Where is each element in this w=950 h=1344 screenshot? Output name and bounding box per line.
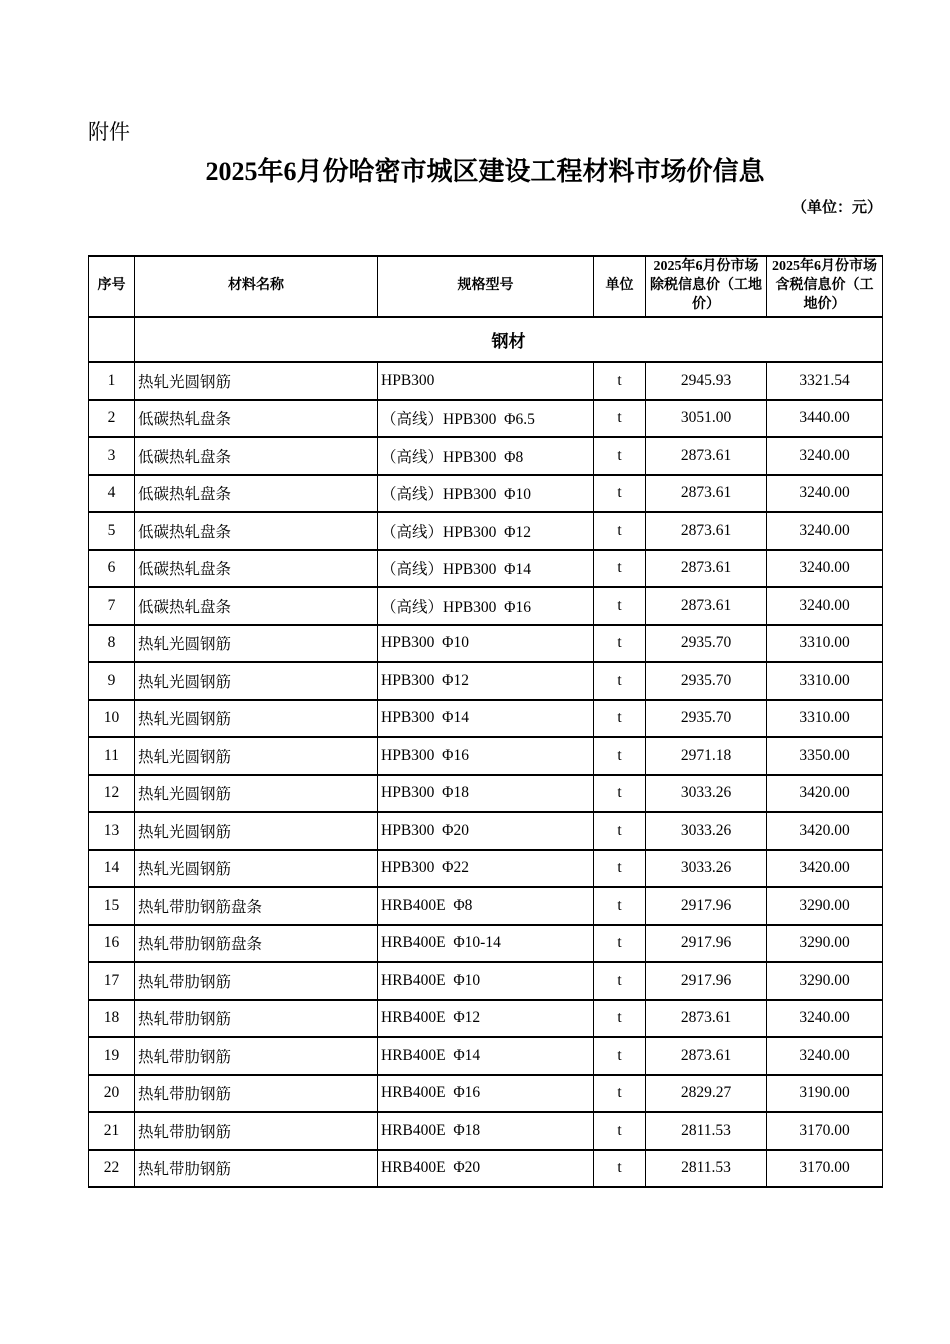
table-row: [89, 925, 883, 963]
cell-seq: 21: [89, 1112, 135, 1150]
cell-spec: HPB300 Φ22: [378, 850, 594, 888]
cell-material-name: 热轧带肋钢筋: [135, 1000, 378, 1038]
table-row: [89, 887, 883, 925]
col-header-material-name: 材料名称: [135, 256, 378, 317]
cell-price-ex-tax: 2829.27: [646, 1075, 767, 1113]
cell-price-ex-tax: 2873.61: [646, 1037, 767, 1075]
table-body: [89, 317, 883, 1187]
table-row: [89, 700, 883, 738]
section-row: [89, 317, 883, 362]
cell-price-inc-tax: 3290.00: [767, 962, 883, 1000]
cell-material-name: 低碳热轧盘条: [135, 400, 378, 438]
cell-spec: HRB400E Φ14: [378, 1037, 594, 1075]
cell-price-ex-tax: 3033.26: [646, 850, 767, 888]
cell-material-name: 热轧带肋钢筋: [135, 1075, 378, 1113]
cell-seq: 2: [89, 400, 135, 438]
cell-spec: HPB300 Φ10: [378, 625, 594, 663]
cell-price-ex-tax: 2917.96: [646, 925, 767, 963]
cell-seq: 9: [89, 662, 135, 700]
cell-unit: t: [594, 437, 646, 475]
cell-price-inc-tax: 3240.00: [767, 1000, 883, 1038]
cell-price-inc-tax: 3310.00: [767, 700, 883, 738]
table-row: [89, 550, 883, 588]
cell-material-name: 低碳热轧盘条: [135, 475, 378, 513]
cell-seq: 15: [89, 887, 135, 925]
table-row: [89, 512, 883, 550]
cell-material-name: 热轧带肋钢筋: [135, 1150, 378, 1188]
col-header-price-inc-tax: 2025年6月份市场含税信息价（工地价）: [767, 256, 883, 317]
page-title: 2025年6月份哈密市城区建设工程材料市场价信息: [205, 157, 765, 186]
cell-price-inc-tax: 3420.00: [767, 812, 883, 850]
cell-price-ex-tax: 3051.00: [646, 400, 767, 438]
cell-price-ex-tax: 2873.61: [646, 587, 767, 625]
cell-seq: 8: [89, 625, 135, 663]
cell-unit: t: [594, 850, 646, 888]
cell-unit: t: [594, 737, 646, 775]
cell-price-ex-tax: 2873.61: [646, 512, 767, 550]
cell-price-inc-tax: 3350.00: [767, 737, 883, 775]
cell-unit: t: [594, 512, 646, 550]
col-header-price-ex-tax: 2025年6月份市场除税信息价（工地价）: [646, 256, 767, 317]
cell-material-name: 热轧带肋钢筋: [135, 1112, 378, 1150]
cell-spec: HRB400E Φ20: [378, 1150, 594, 1188]
cell-price-inc-tax: 3170.00: [767, 1150, 883, 1188]
table-row: [89, 1075, 883, 1113]
table-row: [89, 1037, 883, 1075]
cell-seq: 11: [89, 737, 135, 775]
cell-spec: HPB300 Φ20: [378, 812, 594, 850]
cell-seq: 1: [89, 362, 135, 400]
cell-price-ex-tax: 2935.70: [646, 700, 767, 738]
cell-spec: HPB300: [378, 362, 594, 400]
table-row: [89, 362, 883, 400]
table-row: [89, 400, 883, 438]
cell-unit: t: [594, 812, 646, 850]
cell-seq: 4: [89, 475, 135, 513]
cell-spec: HPB300 Φ16: [378, 737, 594, 775]
cell-price-inc-tax: 3310.00: [767, 625, 883, 663]
cell-seq: 5: [89, 512, 135, 550]
cell-price-ex-tax: 2935.70: [646, 662, 767, 700]
cell-price-inc-tax: 3240.00: [767, 1037, 883, 1075]
table-row: [89, 1112, 883, 1150]
cell-seq: 22: [89, 1150, 135, 1188]
table-header-row: [89, 256, 883, 317]
cell-seq: 14: [89, 850, 135, 888]
cell-price-ex-tax: 2811.53: [646, 1150, 767, 1188]
cell-spec: （高线）HPB300 Φ16: [378, 587, 594, 625]
cell-price-inc-tax: 3420.00: [767, 850, 883, 888]
cell-material-name: 热轧光圆钢筋: [135, 737, 378, 775]
cell-seq: 16: [89, 925, 135, 963]
cell-price-inc-tax: 3310.00: [767, 662, 883, 700]
cell-spec: （高线）HPB300 Φ14: [378, 550, 594, 588]
cell-unit: t: [594, 775, 646, 813]
col-header-spec: 规格型号: [378, 256, 594, 317]
cell-price-inc-tax: 3240.00: [767, 512, 883, 550]
cell-seq: 18: [89, 1000, 135, 1038]
table-row: [89, 1000, 883, 1038]
cell-price-inc-tax: 3420.00: [767, 775, 883, 813]
cell-material-name: 热轧光圆钢筋: [135, 850, 378, 888]
cell-price-ex-tax: 3033.26: [646, 775, 767, 813]
cell-spec: HRB400E Φ18: [378, 1112, 594, 1150]
table-row: [89, 962, 883, 1000]
section-title: 钢材: [135, 317, 883, 362]
section-empty-cell: [89, 317, 135, 362]
cell-unit: t: [594, 587, 646, 625]
col-header-unit: 单位: [594, 256, 646, 317]
cell-material-name: 热轧光圆钢筋: [135, 362, 378, 400]
cell-spec: （高线）HPB300 Φ12: [378, 512, 594, 550]
cell-price-inc-tax: 3290.00: [767, 887, 883, 925]
cell-unit: t: [594, 700, 646, 738]
table-row: [89, 812, 883, 850]
cell-spec: HPB300 Φ12: [378, 662, 594, 700]
cell-seq: 20: [89, 1075, 135, 1113]
cell-material-name: 低碳热轧盘条: [135, 512, 378, 550]
cell-material-name: 低碳热轧盘条: [135, 587, 378, 625]
cell-unit: t: [594, 1075, 646, 1113]
cell-unit: t: [594, 1000, 646, 1038]
cell-seq: 6: [89, 550, 135, 588]
cell-seq: 10: [89, 700, 135, 738]
cell-material-name: 热轧光圆钢筋: [135, 625, 378, 663]
cell-price-ex-tax: 2935.70: [646, 625, 767, 663]
cell-price-inc-tax: 3240.00: [767, 550, 883, 588]
cell-material-name: 热轧光圆钢筋: [135, 775, 378, 813]
cell-spec: （高线）HPB300 Φ6.5: [378, 400, 594, 438]
cell-unit: t: [594, 962, 646, 1000]
cell-price-ex-tax: 2873.61: [646, 437, 767, 475]
cell-material-name: 热轧光圆钢筋: [135, 662, 378, 700]
table-row: [89, 1150, 883, 1188]
table-row: [89, 662, 883, 700]
cell-price-ex-tax: 2873.61: [646, 1000, 767, 1038]
cell-price-inc-tax: 3240.00: [767, 437, 883, 475]
cell-price-ex-tax: 2917.96: [646, 962, 767, 1000]
cell-unit: t: [594, 362, 646, 400]
cell-unit: t: [594, 625, 646, 663]
cell-price-inc-tax: 3190.00: [767, 1075, 883, 1113]
cell-unit: t: [594, 475, 646, 513]
cell-spec: HRB400E Φ16: [378, 1075, 594, 1113]
cell-seq: 7: [89, 587, 135, 625]
cell-material-name: 低碳热轧盘条: [135, 550, 378, 588]
cell-seq: 3: [89, 437, 135, 475]
cell-price-inc-tax: 3321.54: [767, 362, 883, 400]
table-row: [89, 625, 883, 663]
cell-material-name: 低碳热轧盘条: [135, 437, 378, 475]
cell-price-inc-tax: 3170.00: [767, 1112, 883, 1150]
cell-price-ex-tax: 3033.26: [646, 812, 767, 850]
cell-spec: HRB400E Φ12: [378, 1000, 594, 1038]
table-row: [89, 775, 883, 813]
cell-material-name: 热轧带肋钢筋盘条: [135, 925, 378, 963]
cell-price-inc-tax: 3240.00: [767, 587, 883, 625]
cell-unit: t: [594, 662, 646, 700]
cell-price-ex-tax: 2971.18: [646, 737, 767, 775]
cell-material-name: 热轧带肋钢筋: [135, 962, 378, 1000]
cell-material-name: 热轧光圆钢筋: [135, 812, 378, 850]
table-row: [89, 475, 883, 513]
cell-spec: HPB300 Φ18: [378, 775, 594, 813]
unit-note: （单位：元）: [791, 199, 882, 216]
cell-unit: t: [594, 1150, 646, 1188]
cell-price-ex-tax: 2917.96: [646, 887, 767, 925]
cell-seq: 19: [89, 1037, 135, 1075]
cell-unit: t: [594, 400, 646, 438]
cell-unit: t: [594, 550, 646, 588]
cell-price-ex-tax: 2811.53: [646, 1112, 767, 1150]
attachment-label: 附件: [88, 121, 130, 144]
cell-material-name: 热轧光圆钢筋: [135, 700, 378, 738]
cell-spec: HRB400E Φ10: [378, 962, 594, 1000]
table-row: [89, 850, 883, 888]
cell-unit: t: [594, 1037, 646, 1075]
cell-unit: t: [594, 925, 646, 963]
cell-unit: t: [594, 1112, 646, 1150]
cell-price-inc-tax: 3440.00: [767, 400, 883, 438]
cell-price-ex-tax: 2873.61: [646, 550, 767, 588]
cell-price-inc-tax: 3240.00: [767, 475, 883, 513]
cell-spec: HRB400E Φ8: [378, 887, 594, 925]
cell-price-inc-tax: 3290.00: [767, 925, 883, 963]
material-price-table: [88, 255, 883, 1188]
table-row: [89, 737, 883, 775]
table-row: [89, 587, 883, 625]
cell-price-ex-tax: 2945.93: [646, 362, 767, 400]
cell-spec: （高线）HPB300 Φ10: [378, 475, 594, 513]
cell-spec: HPB300 Φ14: [378, 700, 594, 738]
cell-material-name: 热轧带肋钢筋盘条: [135, 887, 378, 925]
cell-unit: t: [594, 887, 646, 925]
table-row: [89, 437, 883, 475]
cell-spec: HRB400E Φ10-14: [378, 925, 594, 963]
cell-seq: 12: [89, 775, 135, 813]
cell-spec: （高线）HPB300 Φ8: [378, 437, 594, 475]
cell-seq: 17: [89, 962, 135, 1000]
cell-seq: 13: [89, 812, 135, 850]
cell-price-ex-tax: 2873.61: [646, 475, 767, 513]
cell-material-name: 热轧带肋钢筋: [135, 1037, 378, 1075]
col-header-seq: 序号: [89, 256, 135, 317]
